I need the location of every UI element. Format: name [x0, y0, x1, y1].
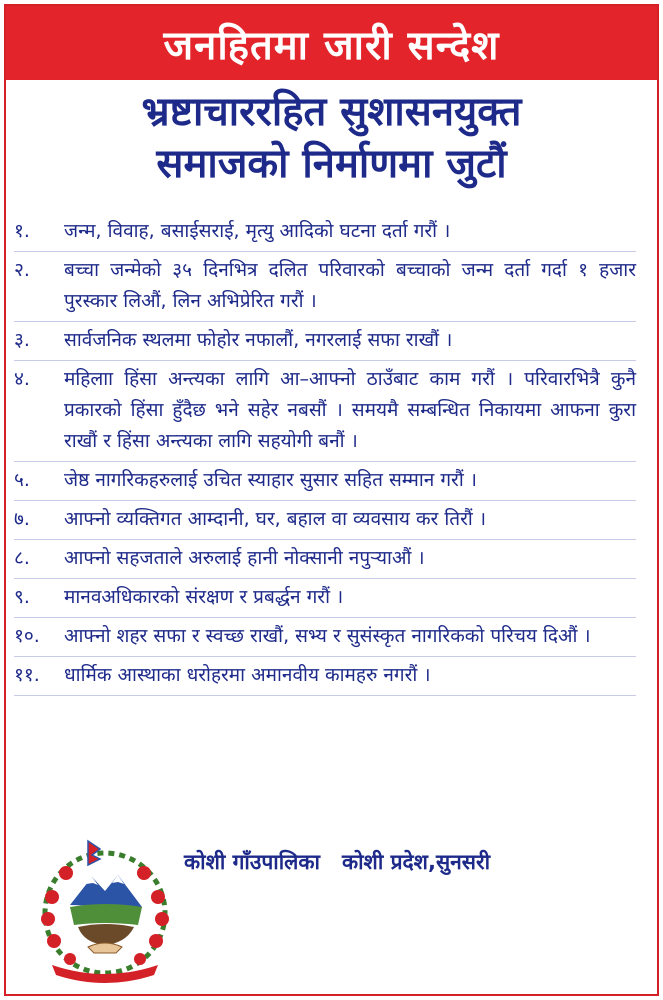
list-item [14, 252, 636, 322]
item-number: ९. [14, 586, 30, 608]
item-text: मानवअधिकारको संरक्षण र प्रबर्द्धन गरौं । [64, 586, 344, 608]
headline-line-1: भ्रष्टाचाररहित सुशासनयुक्त [141, 89, 522, 135]
item-number: २. [14, 259, 30, 281]
list-item [14, 213, 636, 252]
item-text: जन्म, विवाह, बसाईसराई, मृत्यु आदिको घटना दर्ता गरौं । [64, 220, 451, 242]
province-district: कोशी प्रदेश,सुनसरी [341, 850, 491, 874]
item-number: ७. [14, 508, 30, 530]
item-number: १०. [14, 625, 40, 647]
nepal-emblem-icon [30, 835, 180, 985]
list-item [14, 540, 636, 579]
item-text: आफ्नो शहर सफा र स्वच्छ राखौं, सभ्य र सुसंस्कृत नागरिकको परिचय दिऔं । [64, 625, 591, 647]
item-number: ४. [14, 368, 30, 390]
list-item [14, 618, 636, 657]
item-text: सार्वजनिक स्थलमा फोहोर नफालौं, नगरलाई सफा राखौं । [64, 329, 453, 351]
item-number: ५. [14, 469, 30, 491]
list-item [14, 462, 636, 501]
item-number: ११. [14, 664, 40, 686]
banner-title: जनहितमा जारी सन्देश [163, 22, 500, 69]
list-item [14, 322, 636, 361]
message-list [14, 213, 636, 696]
list-item [14, 657, 636, 696]
item-text: बच्चा जन्मेको ३५ दिनभित्र दलित परिवारको बच्चाको जन्म दर्ता गर्दा १ हजार पुरस्कार लिऔं, लिन अभिप्रेरित गरौं । [64, 259, 636, 312]
list-item [14, 361, 636, 462]
item-text: आफ्नो व्यक्तिगत आम्दानी, घर, बहाल वा व्यवसाय कर तिरौं । [64, 508, 487, 530]
item-number: १. [14, 220, 30, 242]
municipality-name: कोशी गाँउपालिका [184, 850, 320, 874]
item-number: ८. [14, 547, 30, 569]
item-text: महिलाा हिंसा अन्त्यका लागि आ–आफ्नो ठाउँबाट काम गरौं । परिवारभित्रै कुनै प्रकारको हिंसा हुँदैछ भने सहेर नबसौं । समयमै सम्बन्धित निकायमा आफना कुरा राखौं र हिंसा अन्त्यका लागि सहयोगी बनौं । [64, 368, 636, 452]
headline-line-2: समाजको निर्माणमा जुटौं [156, 141, 507, 187]
list-item [14, 579, 636, 618]
title-banner [6, 6, 657, 80]
item-text: आफ्नो सहजताले अरुलाई हानी नोक्सानी नपुऱ्याऔं । [64, 547, 425, 569]
footer-title [184, 848, 512, 876]
headline [0, 86, 663, 190]
item-text: धार्मिक आस्थाका धरोहरमा अमानवीय कामहरु नगरौं । [64, 664, 431, 686]
item-text: जेष्ठ नागरिकहरुलाई उचित स्याहार सुसार सहित सम्मान गरौं । [64, 469, 477, 491]
list-item [14, 501, 636, 540]
item-number: ३. [14, 329, 30, 351]
